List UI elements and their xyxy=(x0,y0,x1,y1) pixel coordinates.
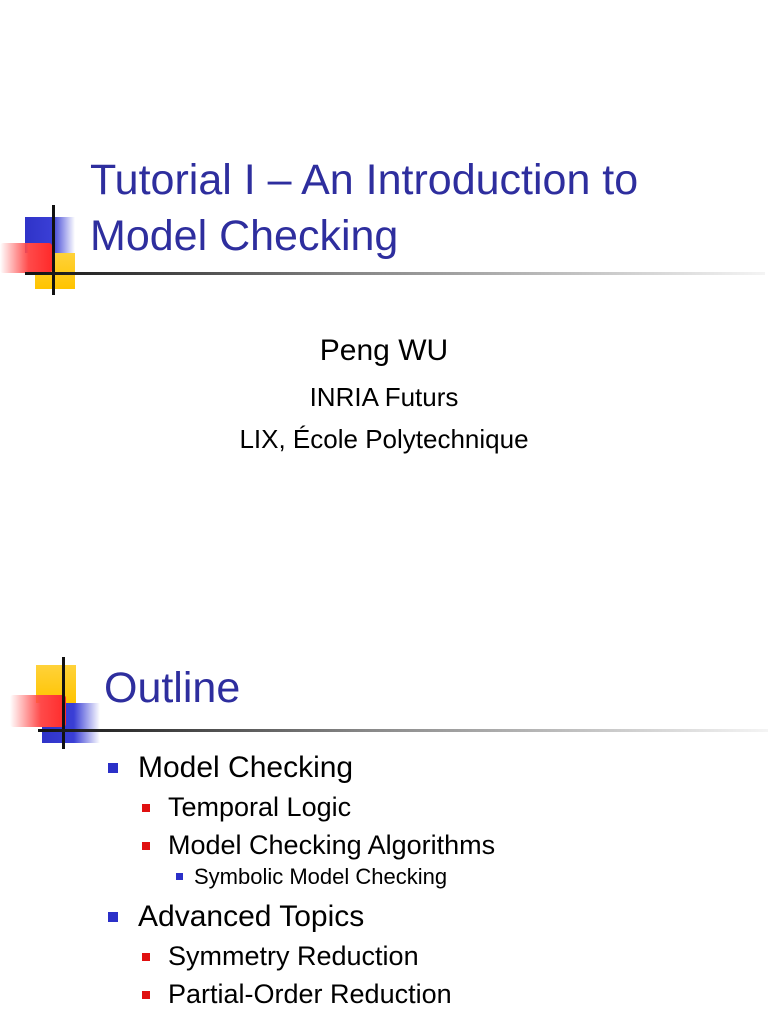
list-item xyxy=(142,829,495,861)
list-item xyxy=(176,863,495,891)
red-bar-decoration xyxy=(10,695,66,727)
red-square-bullet-icon xyxy=(142,953,150,961)
red-square-bullet-icon xyxy=(142,842,150,850)
red-bar-decoration xyxy=(0,243,52,273)
list-item-label: Model Checking xyxy=(138,751,354,784)
list-item xyxy=(108,899,495,935)
title-underline xyxy=(38,729,768,732)
list-item-label: Symmetry Reduction xyxy=(168,941,419,971)
vertical-rule xyxy=(62,657,65,749)
list-item-label: Partial-Order Reduction xyxy=(168,979,452,1009)
slide-title: Tutorial I – An Introduction to Model Checking xyxy=(90,156,639,260)
blue-square-bullet-icon xyxy=(108,763,118,773)
blue-square-bullet-icon xyxy=(176,873,183,880)
vertical-rule xyxy=(52,205,55,295)
list-item xyxy=(142,978,495,1010)
list-item xyxy=(142,791,495,823)
outline-list xyxy=(108,750,495,1010)
list-item-label: Model Checking Algorithms xyxy=(168,830,496,860)
list-item-label: Advanced Topics xyxy=(138,900,365,933)
title-underline xyxy=(25,272,765,275)
list-item-label: Temporal Logic xyxy=(168,792,352,822)
affiliation-line: INRIA Futurs xyxy=(309,382,459,412)
blue-square-bullet-icon xyxy=(108,912,118,922)
red-square-bullet-icon xyxy=(142,991,150,999)
slide-title: Outline xyxy=(104,664,241,712)
list-item-label: Symbolic Model Checking xyxy=(194,864,448,889)
list-item xyxy=(142,940,495,972)
red-square-bullet-icon xyxy=(142,804,150,812)
affiliation-line: LIX, École Polytechnique xyxy=(239,424,529,454)
author-name: Peng WU xyxy=(319,334,449,367)
list-item xyxy=(108,750,495,786)
outline-slide xyxy=(0,512,768,1024)
